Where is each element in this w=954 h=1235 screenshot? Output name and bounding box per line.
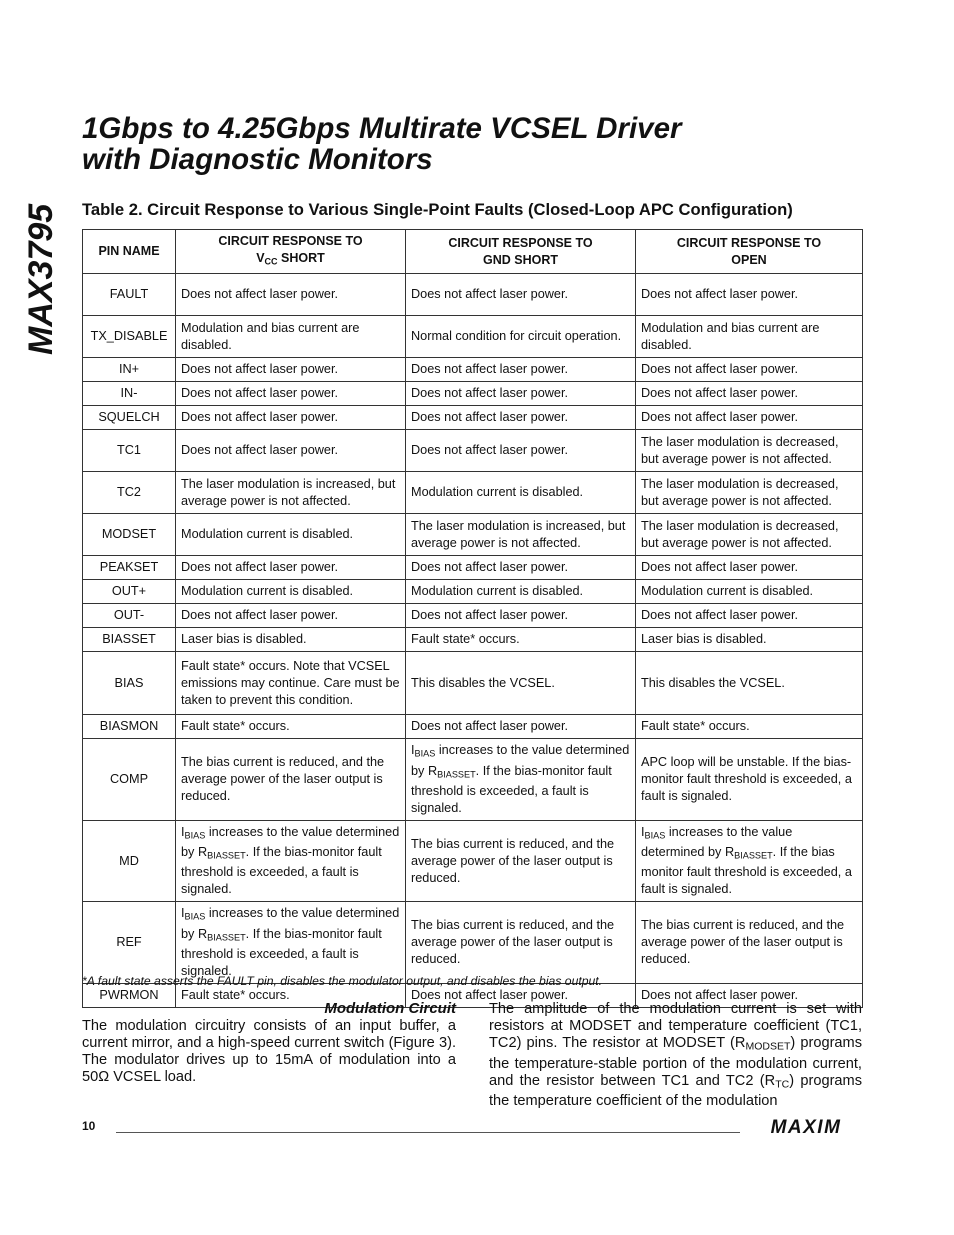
vcc-short-cell: Modulation current is disabled. xyxy=(176,580,406,604)
vcc-short-cell: Fault state* occurs. xyxy=(176,983,406,1007)
table-row xyxy=(83,316,863,358)
gnd-short-cell: Does not affect laser power. xyxy=(406,358,636,382)
table-row xyxy=(83,628,863,652)
gnd-short-cell: Does not affect laser power. xyxy=(406,406,636,430)
page-title xyxy=(82,113,882,175)
gnd-short-cell: Normal condition for circuit operation. xyxy=(406,316,636,358)
side-label-text: MAX3795 xyxy=(22,203,60,355)
table-row xyxy=(83,715,863,739)
section-heading: Modulation Circuit xyxy=(324,1000,456,1017)
vcc-short-cell: Does not affect laser power. xyxy=(176,382,406,406)
pin-cell: IN- xyxy=(83,382,176,406)
vcc-short-cell: Laser bias is disabled. xyxy=(176,628,406,652)
pin-cell: TC2 xyxy=(83,472,176,514)
table-row xyxy=(83,902,863,984)
gnd-short-cell: Does not affect laser power. xyxy=(406,556,636,580)
gnd-short-cell: Does not affect laser power. xyxy=(406,382,636,406)
gnd-short-cell: Does not affect laser power. xyxy=(406,430,636,472)
vcc-short-cell: Modulation current is disabled. xyxy=(176,514,406,556)
pin-cell: OUT- xyxy=(83,604,176,628)
open-cell: APC loop will be unstable. If the bias-monitor fault threshold is exceeded, a fault is signaled. xyxy=(636,739,863,821)
pin-cell: IN+ xyxy=(83,358,176,382)
table-row xyxy=(83,406,863,430)
open-cell: The laser modulation is decreased, but average power is not affected. xyxy=(636,430,863,472)
table-title: Table 2. Circuit Response to Various Single-Point Faults (Closed-Loop APC Configuration) xyxy=(82,200,793,219)
right-column xyxy=(489,1001,862,1110)
open-cell: Does not affect laser power. xyxy=(636,556,863,580)
header-gnd-short: CIRCUIT RESPONSE TO GND SHORT xyxy=(406,230,636,274)
table-row xyxy=(83,580,863,604)
pin-cell: PEAKSET xyxy=(83,556,176,580)
open-cell: Does not affect laser power. xyxy=(636,406,863,430)
table-header-row xyxy=(83,230,863,274)
pin-cell: BIAS xyxy=(83,652,176,715)
pin-cell: PWRMON xyxy=(83,983,176,1007)
vcc-short-cell: Does not affect laser power. xyxy=(176,604,406,628)
table-row xyxy=(83,430,863,472)
pin-cell: SQUELCH xyxy=(83,406,176,430)
open-cell: Fault state* occurs. xyxy=(636,715,863,739)
fault-response-table xyxy=(82,229,863,1008)
footer-divider xyxy=(116,1132,740,1133)
pin-cell: FAULT xyxy=(83,274,176,316)
gnd-short-cell: Fault state* occurs. xyxy=(406,628,636,652)
pin-cell: TC1 xyxy=(83,430,176,472)
table-row xyxy=(83,820,863,902)
table-row xyxy=(83,556,863,580)
maxim-logo xyxy=(752,1117,860,1135)
pin-cell: MODSET xyxy=(83,514,176,556)
open-cell: Modulation and bias current are disabled. xyxy=(636,316,863,358)
pin-cell: TX_DISABLE xyxy=(83,316,176,358)
gnd-short-cell: $I_{BIAS}$ increases to the value determined by $R_{BIASSET}$. If the bias-monitor fault threshold is exceeded, a fault is signaled. xyxy=(406,739,636,821)
gnd-short-cell: Does not affect laser power. xyxy=(406,715,636,739)
table-row xyxy=(83,514,863,556)
vcc-short-cell: Fault state* occurs. xyxy=(176,715,406,739)
gnd-short-cell: Modulation current is disabled. xyxy=(406,472,636,514)
pin-cell: MD xyxy=(83,820,176,902)
gnd-short-cell: The bias current is reduced, and the average power of the laser output is reduced. xyxy=(406,902,636,984)
table-row xyxy=(83,652,863,715)
pin-cell: OUT+ xyxy=(83,580,176,604)
open-cell: $I_{BIAS}$ increases to the value determined by $R_{BIASSET}$. If the bias monitor fault threshold is exceeded, a fault is signaled. xyxy=(636,820,863,902)
part-number-side-label xyxy=(6,200,66,360)
table-footnote: *A fault state asserts the FAULT pin, disables the modulator output, and disables the bias output. xyxy=(82,974,603,988)
gnd-short-cell: The bias current is reduced, and the average power of the laser output is reduced. xyxy=(406,820,636,902)
gnd-short-cell: The laser modulation is increased, but average power is not affected. xyxy=(406,514,636,556)
gnd-short-cell: Modulation current is disabled. xyxy=(406,580,636,604)
open-cell: This disables the VCSEL. xyxy=(636,652,863,715)
gnd-short-cell: Does not affect laser power. xyxy=(406,604,636,628)
title-line-2: with Diagnostic Monitors xyxy=(82,143,433,176)
open-cell: Does not affect laser power. xyxy=(636,382,863,406)
vcc-short-cell: Fault state* occurs. Note that VCSEL emissions may continue. Care must be taken to prevent this condition. xyxy=(176,652,406,715)
pin-cell: REF xyxy=(83,902,176,984)
open-cell: Does not affect laser power. xyxy=(636,983,863,1007)
table-row xyxy=(83,472,863,514)
vcc-short-cell: The laser modulation is increased, but average power is not affected. xyxy=(176,472,406,514)
header-vcc-short: CIRCUIT RESPONSE TO $V_{CC}$ SHORT xyxy=(176,230,406,274)
vcc-short-cell: Does not affect laser power. xyxy=(176,406,406,430)
header-pin-name: PIN NAME xyxy=(83,230,176,274)
logo-text: MAXIM xyxy=(770,1117,842,1135)
pin-cell: BIASSET xyxy=(83,628,176,652)
table-row xyxy=(83,358,863,382)
open-cell: Does not affect laser power. xyxy=(636,604,863,628)
pin-cell: BIASMON xyxy=(83,715,176,739)
vcc-short-cell: Modulation and bias current are disabled. xyxy=(176,316,406,358)
title-line-1: 1Gbps to 4.25Gbps Multirate VCSEL Driver xyxy=(82,112,682,145)
open-cell: Does not affect laser power. xyxy=(636,274,863,316)
right-paragraph: The amplitude of the modulation current is set with resistors at MODSET and temperature coefficient (TC1, TC2) pins. The resistor at MODSET $(R_{MODSET})$ programs the temperature-stable portion of the modulation current, and the resistor between TC1 and TC2 $(R_{TC})$ programs the temperature coefficient of the modulation xyxy=(489,1001,862,1110)
open-cell: The laser modulation is decreased, but average power is not affected. xyxy=(636,472,863,514)
vcc-short-cell: Does not affect laser power. xyxy=(176,556,406,580)
vcc-short-cell: Does not affect laser power. xyxy=(176,358,406,382)
table-row xyxy=(83,274,863,316)
left-paragraph: The modulation circuitry consists of an input buffer, a current mirror, and a high-speed current switch (Figure 3). The modulator drives up to 15mA of modulation into a 50Ω VCSEL load. xyxy=(82,1018,456,1085)
table-row xyxy=(83,604,863,628)
table-row xyxy=(83,739,863,821)
open-cell: Laser bias is disabled. xyxy=(636,628,863,652)
left-column xyxy=(82,1000,456,1086)
vcc-short-cell: The bias current is reduced, and the average power of the laser output is reduced. xyxy=(176,739,406,821)
open-cell: Does not affect laser power. xyxy=(636,358,863,382)
vcc-short-cell: Does not affect laser power. xyxy=(176,430,406,472)
open-cell: The bias current is reduced, and the average power of the laser output is reduced. xyxy=(636,902,863,984)
open-cell: Modulation current is disabled. xyxy=(636,580,863,604)
gnd-short-cell: Does not affect laser power. xyxy=(406,983,636,1007)
table-row xyxy=(83,382,863,406)
open-cell: The laser modulation is decreased, but average power is not affected. xyxy=(636,514,863,556)
vcc-short-cell: $I_{BIAS}$ increases to the value determined by $R_{BIASSET}$. If the bias-monitor fault threshold is exceeded, a fault is signaled. xyxy=(176,902,406,984)
pin-cell: COMP xyxy=(83,739,176,821)
header-open: CIRCUIT RESPONSE TO OPEN xyxy=(636,230,863,274)
gnd-short-cell: This disables the VCSEL. xyxy=(406,652,636,715)
vcc-short-cell: Does not affect laser power. xyxy=(176,274,406,316)
gnd-short-cell: Does not affect laser power. xyxy=(406,274,636,316)
vcc-short-cell: $I_{BIAS}$ increases to the value determined by $R_{BIASSET}$. If the bias-monitor fault threshold is exceeded, a fault is signaled. xyxy=(176,820,406,902)
page-number: 10 xyxy=(82,1119,96,1133)
